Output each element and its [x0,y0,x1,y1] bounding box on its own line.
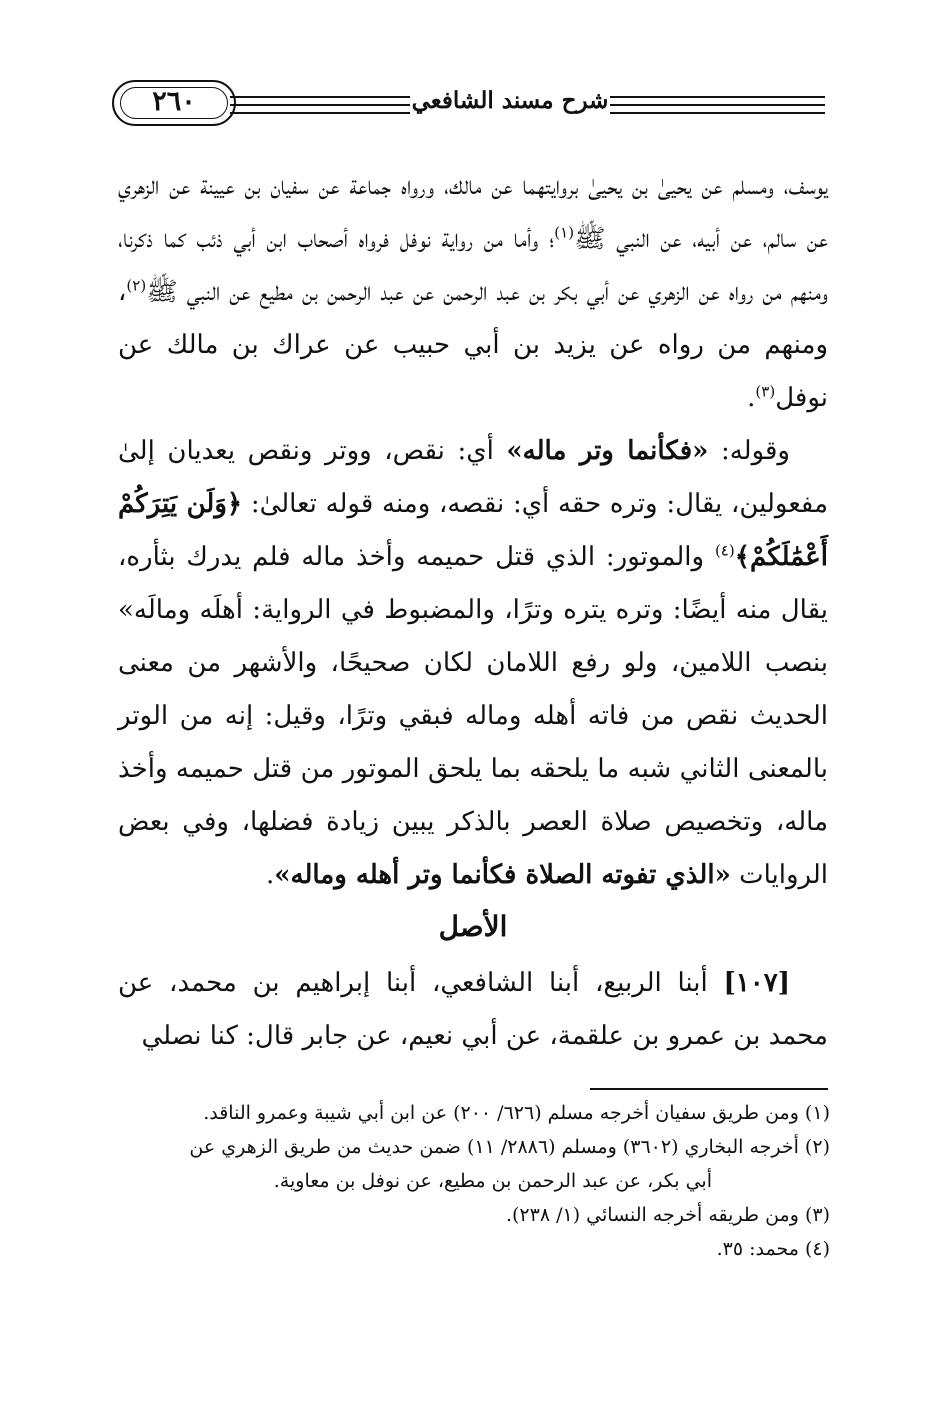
main-text [118,160,828,902]
text-run: . [266,860,275,890]
page-number: ٢٦٠ [152,86,196,117]
page-header [110,78,825,130]
text-run: يوسف، ومسلم عن يحيىٰ بن يحيىٰ بروايتهما عن مالك، ورواه جماعة عن سفيان بن عيينة عن الزهري عن سالم، عن أبيه، عن النبي ﷺ [118,171,828,254]
text-run: أبنا الربيع، أبنا الشافعي، أبنا إبراهيم بن محمد، عن محمد بن عمرو بن علقمة، عن أبي نعيم، عن جابر قال: كنا نصلي [118,968,828,1051]
running-title: شرح مسند الشافعي [411,87,609,114]
paragraph [118,425,828,902]
text-run: أي: نقص، ووتر ونقص يعديان إلىٰ مفعولين، يقال: وتره حقه أي: نقصه، ومنه قوله تعالىٰ: [118,436,828,519]
footnote-3: (٣) ومن طريقه أخرجه النسائي (١/ ٢٣٨). [505,1204,830,1226]
asl-text [118,957,828,1063]
paragraph [118,160,828,425]
text-run: ، ومنهم من رواه عن يزيد بن أبي حبيب عن عراك بن مالك عن نوفل [118,277,828,413]
footnote-separator [590,1088,828,1090]
section-heading: الأصل [438,910,508,943]
footnote-2-continuation: أبي بكر، عن عبد الرحمن بن مطيع، عن نوفل بن معاوية. [273,1170,712,1192]
footnote-marker: (١) [554,223,575,242]
footnote-4: (٤) محمد: ٣٥. [716,1238,830,1260]
footnote-1: (١) ومن طريق سفيان أخرجه مسلم (٦٢٦/ ٢٠٠) عن ابن أبي شيبة وعمرو الناقد. [203,1102,830,1124]
footnote-marker: (٤) [714,541,735,560]
text-run: وقوله: [708,436,790,466]
bold-quote: «الذي تفوته الصلاة فكأنما وتر أهله وماله» [274,860,731,890]
asl-paragraph [118,957,828,1063]
footnote-marker: (٢) [126,276,147,295]
footnote-2: (٢) أخرجه البخاري (٣٦٠٢) ومسلم (٢٨٨٦/ ١١) ضمن حديث من طريق الزهري عن [189,1136,830,1158]
bold-quote: [١٠٧] [723,968,790,998]
footnote-marker: (٣) [755,382,776,401]
bold-quote: ﴿وَلَن يَتِرَكُمْ أَعْمَٰلَكُمْ﴾ [118,489,828,572]
text-run: . [747,383,756,413]
text-run: والموتور: الذي قتل حميمه وأخذ ماله فلم يدرك بثأره، يقال منه أيضًا: وتره يتره وترًا، والمضبوط في الرواية: أهلَه ومالَه» بنصب اللامين، ولو رفع اللامان لكان صحيحًا، والأشهر من معنى الحديث نقص من فاته أهله وماله فبقي وترًا، وقيل: إنه من الوتر بالمعنى الثاني شبه ما يلحقه بما يلحق الموتور من قتل حميمه وأخذ ماله، وتخصيص صلاة العصر بالذكر يبين زيادة فضلها، وفي بعض الروايات [118,542,828,890]
footnotes [118,1096,830,1266]
text-run: ؛ وأما من رواية نوفل فرواه أصحاب ابن أبي ذئب كما ذكرنا، ومنهم من رواه عن الزهري عن أبي بكر بن عبد الرحمن عن عبد الرحمن بن مطيع عن النبي ﷺ [118,224,828,307]
bold-quote: «فكأنما وتر ماله» [506,436,709,466]
